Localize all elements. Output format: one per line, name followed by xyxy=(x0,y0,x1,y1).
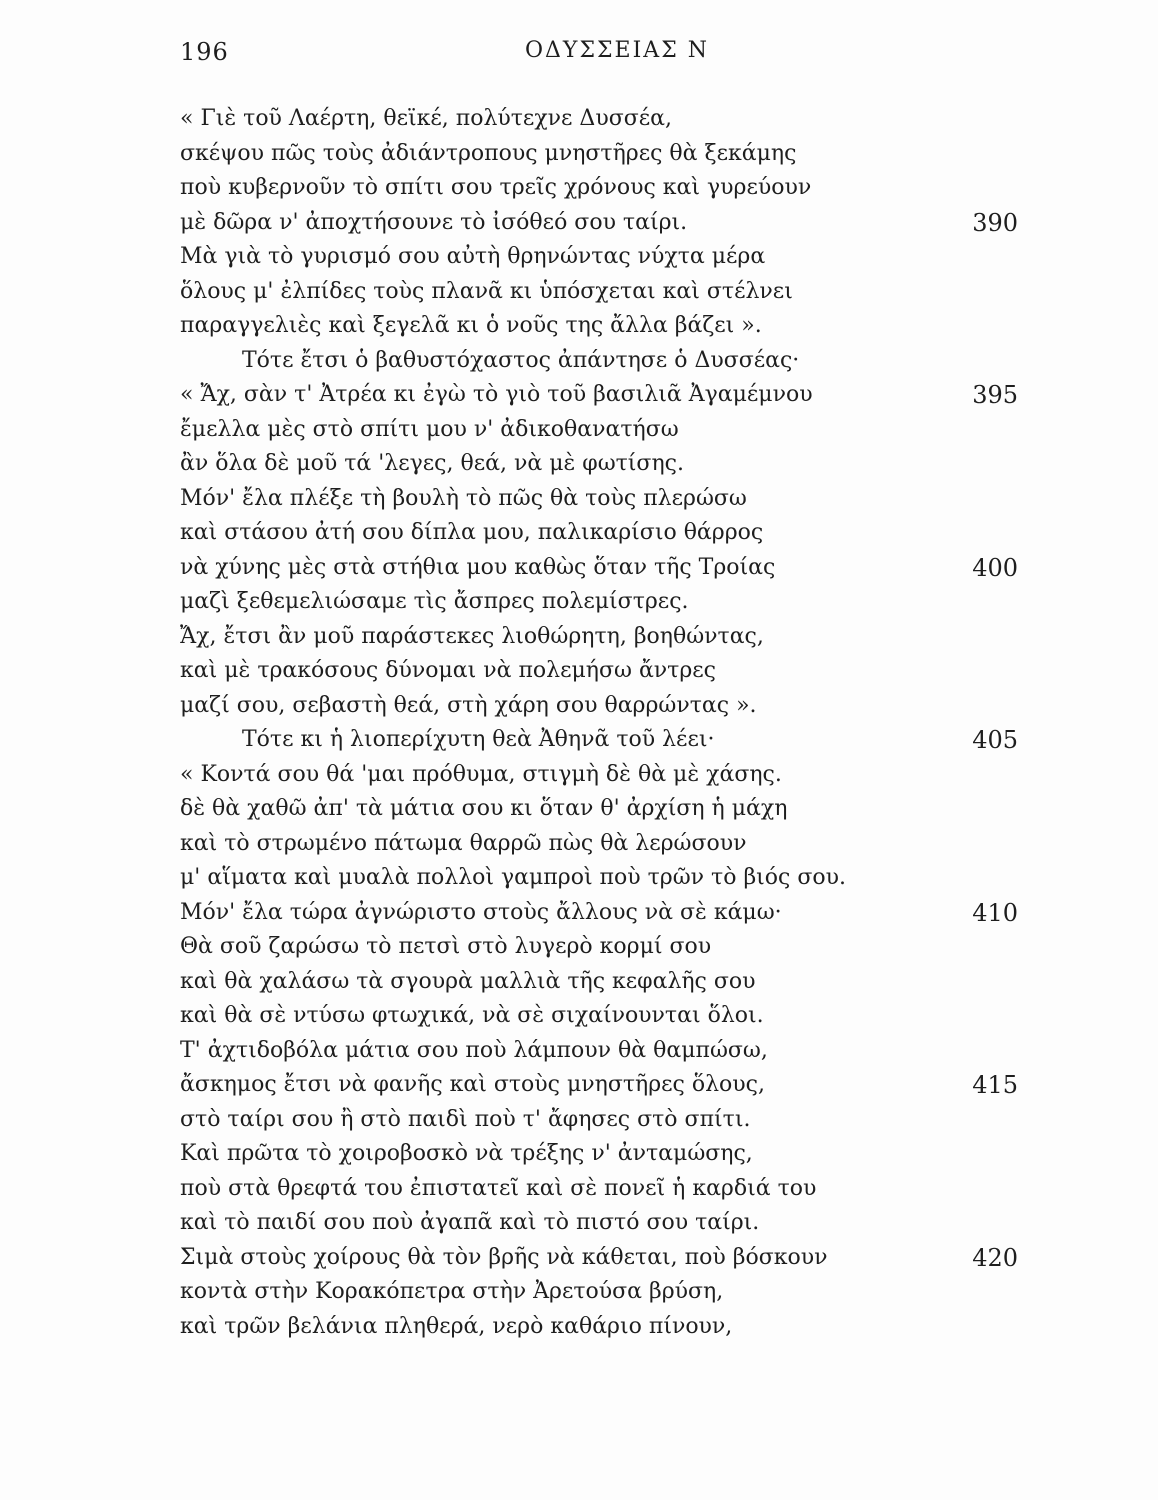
verse-line xyxy=(0,447,1158,482)
line-number: 410 xyxy=(972,898,1018,927)
verse-line xyxy=(0,344,1158,379)
verse-line xyxy=(0,965,1158,1000)
verse-text: Καὶ πρῶτα τὸ χοιροβοσκὸ νὰ τρέξης ν' ἀνταμώσης, xyxy=(180,1141,753,1166)
verse-text: σκέψου πῶς τοὺς ἀδιάντροπους μνηστῆρες θὰ ξεκάμης xyxy=(180,140,797,166)
verse-text: Μὰ γιὰ τὸ γυρισμό σου αὐτὴ θρηνώντας νύχτα μέρα xyxy=(180,244,766,269)
verse-line xyxy=(0,792,1158,827)
verse-text: ἂν ὅλα δὲ μοῦ τά 'λεγες, θεά, νὰ μὲ φωτίσης. xyxy=(180,451,684,476)
verse-line xyxy=(0,1275,1158,1310)
verse-text: Σιμὰ στοὺς χοίρους θὰ τὸν βρῆς νὰ κάθεται, ποὺ βόσκουν xyxy=(180,1244,828,1270)
verse-text: Τότε κι ἡ λιοπερίχυτη θεὰ Ἀθηνᾶ τοῦ λέει· xyxy=(242,727,715,752)
verse-line xyxy=(0,1241,1158,1276)
verse-line xyxy=(0,413,1158,448)
verse-text: « Ἄχ, σὰν τ' Ἀτρέα κι ἐγὼ τὸ γιὸ τοῦ βασιλιᾶ Ἀγαμέμνου xyxy=(180,382,813,407)
verse-text: « Κοντά σου θά 'μαι πρόθυμα, στιγμὴ δὲ θὰ μὲ χάσης. xyxy=(180,761,782,787)
verse-line xyxy=(0,930,1158,965)
line-number: 395 xyxy=(972,381,1018,409)
verse-line xyxy=(0,206,1158,241)
line-number: 420 xyxy=(972,1243,1018,1272)
verse-text: καὶ τὸ παιδί σου ποὺ ἀγαπᾶ καὶ τὸ πιστό σου ταίρι. xyxy=(180,1210,760,1235)
verse-block xyxy=(0,102,1158,1344)
verse-text: καὶ μὲ τρακόσους δύνομαι νὰ πολεμήσω ἄντρες xyxy=(180,658,716,683)
verse-line xyxy=(0,689,1158,724)
line-number: 405 xyxy=(972,726,1018,754)
verse-text: ὅλους μ' ἐλπίδες τοὺς πλανᾶ κι ὑπόσχεται καὶ στέλνει xyxy=(180,278,793,304)
verse-line xyxy=(0,1206,1158,1241)
verse-text: καὶ θὰ σὲ ντύσω φτωχικά, νὰ σὲ σιχαίνουνται ὅλοι. xyxy=(180,1003,764,1028)
verse-text: Μόν' ἔλα τώρα ἀγνώριστο στοὺς ἄλλους νὰ σὲ κάμω· xyxy=(180,899,782,925)
verse-line xyxy=(0,585,1158,620)
verse-text: Ἄχ, ἔτσι ἂν μοῦ παράστεκες λιοθώρητη, βοηθώντας, xyxy=(180,623,764,649)
verse-line xyxy=(0,758,1158,793)
verse-line xyxy=(0,171,1158,206)
verse-text: δὲ θὰ χαθῶ ἀπ' τὰ μάτια σου κι ὅταν θ' ἀρχίση ἡ μάχη xyxy=(180,796,788,821)
verse-text: μαζί σου, σεβαστὴ θεά, στὴ χάρη σου θαρρώντας ». xyxy=(180,692,757,718)
verse-text: ποὺ στὰ θρεφτά του ἐπιστατεῖ καὶ σὲ πονεῖ ἡ καρδιά του xyxy=(180,1175,817,1201)
verse-line xyxy=(0,551,1158,586)
verse-line xyxy=(0,1068,1158,1103)
verse-line xyxy=(0,654,1158,689)
verse-text: ἔμελλα μὲς στὸ σπίτι μου ν' ἀδικοθανατήσω xyxy=(180,416,679,442)
line-number: 415 xyxy=(972,1071,1018,1099)
verse-text: καὶ θὰ χαλάσω τὰ σγουρὰ μαλλιὰ τῆς κεφαλῆς σου xyxy=(180,968,756,994)
verse-text: καὶ τρῶν βελάνια πληθερά, νερὸ καθάριο πίνουν, xyxy=(180,1313,733,1339)
verse-text: ποὺ κυβερνοῦν τὸ σπίτι σου τρεῖς χρόνους καὶ γυρεύουν xyxy=(180,175,812,200)
verse-line xyxy=(0,1137,1158,1172)
verse-line xyxy=(0,827,1158,862)
verse-text: Μόν' ἔλα πλέξε τὴ βουλὴ τὸ πῶς θὰ τοὺς πλερώσω xyxy=(180,485,747,511)
verse-text: νὰ χύνης μὲς στὰ στήθια μου καθὼς ὅταν τῆς Τροίας xyxy=(180,554,776,580)
verse-line xyxy=(0,482,1158,517)
verse-line xyxy=(0,516,1158,551)
verse-text: καὶ στάσου ἀτή σου δίπλα μου, παλικαρίσιο θάρρος xyxy=(180,520,764,545)
verse-line xyxy=(0,378,1158,413)
verse-line xyxy=(0,1310,1158,1345)
verse-line xyxy=(0,309,1158,344)
verse-line xyxy=(0,620,1158,655)
line-number: 400 xyxy=(972,553,1018,582)
verse-text: ἄσκημος ἔτσι νὰ φανῆς καὶ στοὺς μνηστῆρες ὅλους, xyxy=(180,1072,765,1097)
verse-line xyxy=(0,275,1158,310)
verse-text: μ' αἵματα καὶ μυαλὰ πολλοὶ γαμπροὶ ποὺ τρῶν τὸ βιός σου. xyxy=(180,865,846,890)
verse-text: Τότε ἔτσι ὁ βαθυστόχαστος ἀπάντησε ὁ Δυσσέας· xyxy=(242,347,800,373)
verse-text: μὲ δῶρα ν' ἀποχτήσουνε τὸ ἰσόθεό σου ταίρι. xyxy=(180,209,688,235)
verse-text: « Γιὲ τοῦ Λαέρτη, θεϊκέ, πολύτεχνε Δυσσέα, xyxy=(180,106,672,131)
verse-line xyxy=(0,896,1158,931)
verse-line xyxy=(0,999,1158,1034)
verse-text: Τ' ἀχτιδοβόλα μάτια σου ποὺ λάμπουν θὰ θαμπώσω, xyxy=(180,1037,768,1063)
verse-text: κοντὰ στὴν Κορακόπετρα στὴν Ἀρετούσα βρύση, xyxy=(180,1279,724,1304)
verse-line xyxy=(0,240,1158,275)
verse-line xyxy=(0,137,1158,172)
verse-text: καὶ τὸ στρωμένο πάτωμα θαρρῶ πὼς θὰ λερώσουν xyxy=(180,830,747,856)
verse-line xyxy=(0,1034,1158,1069)
line-number: 390 xyxy=(972,208,1018,237)
verse-text: στὸ ταίρι σου ἢ στὸ παιδὶ ποὺ τ' ἄφησες στὸ σπίτι. xyxy=(180,1106,751,1132)
verse-text: παραγγελιὲς καὶ ξεγελᾶ κι ὁ νοῦς της ἄλλα βάζει ». xyxy=(180,313,762,338)
page-header xyxy=(0,38,1158,78)
verse-line xyxy=(0,1103,1158,1138)
verse-text: Θὰ σοῦ ζαρώσω τὸ πετσὶ στὸ λυγερὸ κορμί σου xyxy=(180,934,712,959)
page-number: 196 xyxy=(180,38,229,66)
verse-line xyxy=(0,723,1158,758)
verse-line xyxy=(0,1172,1158,1207)
running-title: ΟΔΥΣΣΕΙΑΣ Ν xyxy=(525,38,709,63)
verse-text: μαζὶ ξεθεμελιώσαμε τὶς ἄσπρες πολεμίστρες. xyxy=(180,589,689,614)
verse-line xyxy=(0,861,1158,896)
verse-line xyxy=(0,102,1158,137)
